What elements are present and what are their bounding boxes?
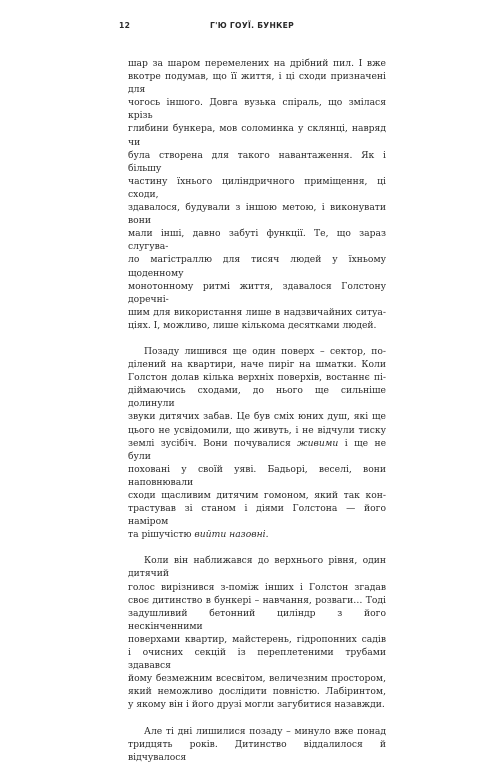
text-line: і очисних секцій із переплетеними трубами здавався [128,647,386,672]
text-line: шим для використання лише в надзвичайних ситуа- [128,306,386,318]
text-line: ділений на квартири, наче пиріг на шматки. Коли [128,359,386,371]
text-line: своє дитинство в бункері – навчання, розваги… Тоді [128,594,386,606]
text-line: мали інші, давно забуті функції. Те, що зараз слугува- [128,228,386,253]
text-line: Голстон долав кілька верхніх поверхів, востаннє пі- [128,372,386,384]
text-line: діймаючись сходами, до нього ще сильніше долинули [128,385,386,410]
page-number: 12 [119,21,131,30]
text-segment: . [265,529,269,541]
text-line: звуки дитячих забав. Це був сміх юних душ, які ще [128,411,386,423]
text-line: вкотре подумав, що її життя, і ці сходи призначені для [128,71,386,96]
text-line: ло магістраллю для тисяч людей у їхньому щоденному [128,254,386,279]
text-line: глибини бункера, мов соломинка у склянці, навряд чи [128,123,386,148]
text-line: шар за шаром перемелених на дрібний пил. І вже [128,58,386,69]
text-line [128,528,386,541]
italic-emphasis: живими [297,437,339,449]
text-line: тридцять років. Дитинство віддалилося й відчувалося [128,738,386,763]
text-line: Коли він наближався до верхнього рівня, один дитячий [128,555,386,580]
text-line: монотонному ритмі життя, здавалося Голстону доречні- [128,280,386,305]
italic-emphasis: вийти назовні [194,529,266,541]
text-line: ціях. І, можливо, лише кількома десятками людей. [128,319,377,331]
text-line: у якому він і його друзі могли загубитися назавжди. [128,699,385,711]
text-line: здавалося, будували з іншою метою, і виконувати вони [128,202,386,227]
text-line: Але ті дні лишилися позаду – минуло вже понад [144,725,386,737]
running-head [119,21,385,33]
text-line: який неможливо дослідити повністю. Лабіринтом, [128,686,386,698]
text-line: задушливий бетонний циліндр з його нескінченними [128,607,386,632]
text-line: була створена для такого навантаження. Як і більшу [128,149,386,174]
text-line: цього не усвідомили, що живуть, і не відчули тиску [128,424,386,436]
body-text [128,57,386,764]
text-segment: та рішучістю [128,529,192,541]
book-title: Г'Ю ГОУЇ. БУНКЕР [210,21,294,30]
text-line: трастував зі станом і діями Голстона — його наміром [128,503,386,528]
text-line [128,437,386,463]
text-line: поховані у своїй уяві. Бадьорі, веселі, вони наповнювали [128,463,386,488]
text-segment: землі зусібіч. Вони почувалися [128,437,291,449]
text-line: поверхами квартир, майстерень, гідропонних садів [128,633,386,645]
text-line: частину їхнього циліндричного приміщення, ці сходи, [128,175,386,200]
text-line: Позаду лишився ще один поверх – сектор, по- [144,345,386,357]
text-segment: і ще не були [128,437,387,462]
text-line: сходи щасливим дитячим гомоном, який так кон- [128,490,386,501]
text-line: голос вирізнився з-поміж інших і Голстон згадав [128,581,386,593]
text-line: йому безмежним всесвітом, величезним простором, [128,673,386,685]
text-line: чогось іншого. Довга вузька спіраль, що змілася крізь [128,97,386,122]
